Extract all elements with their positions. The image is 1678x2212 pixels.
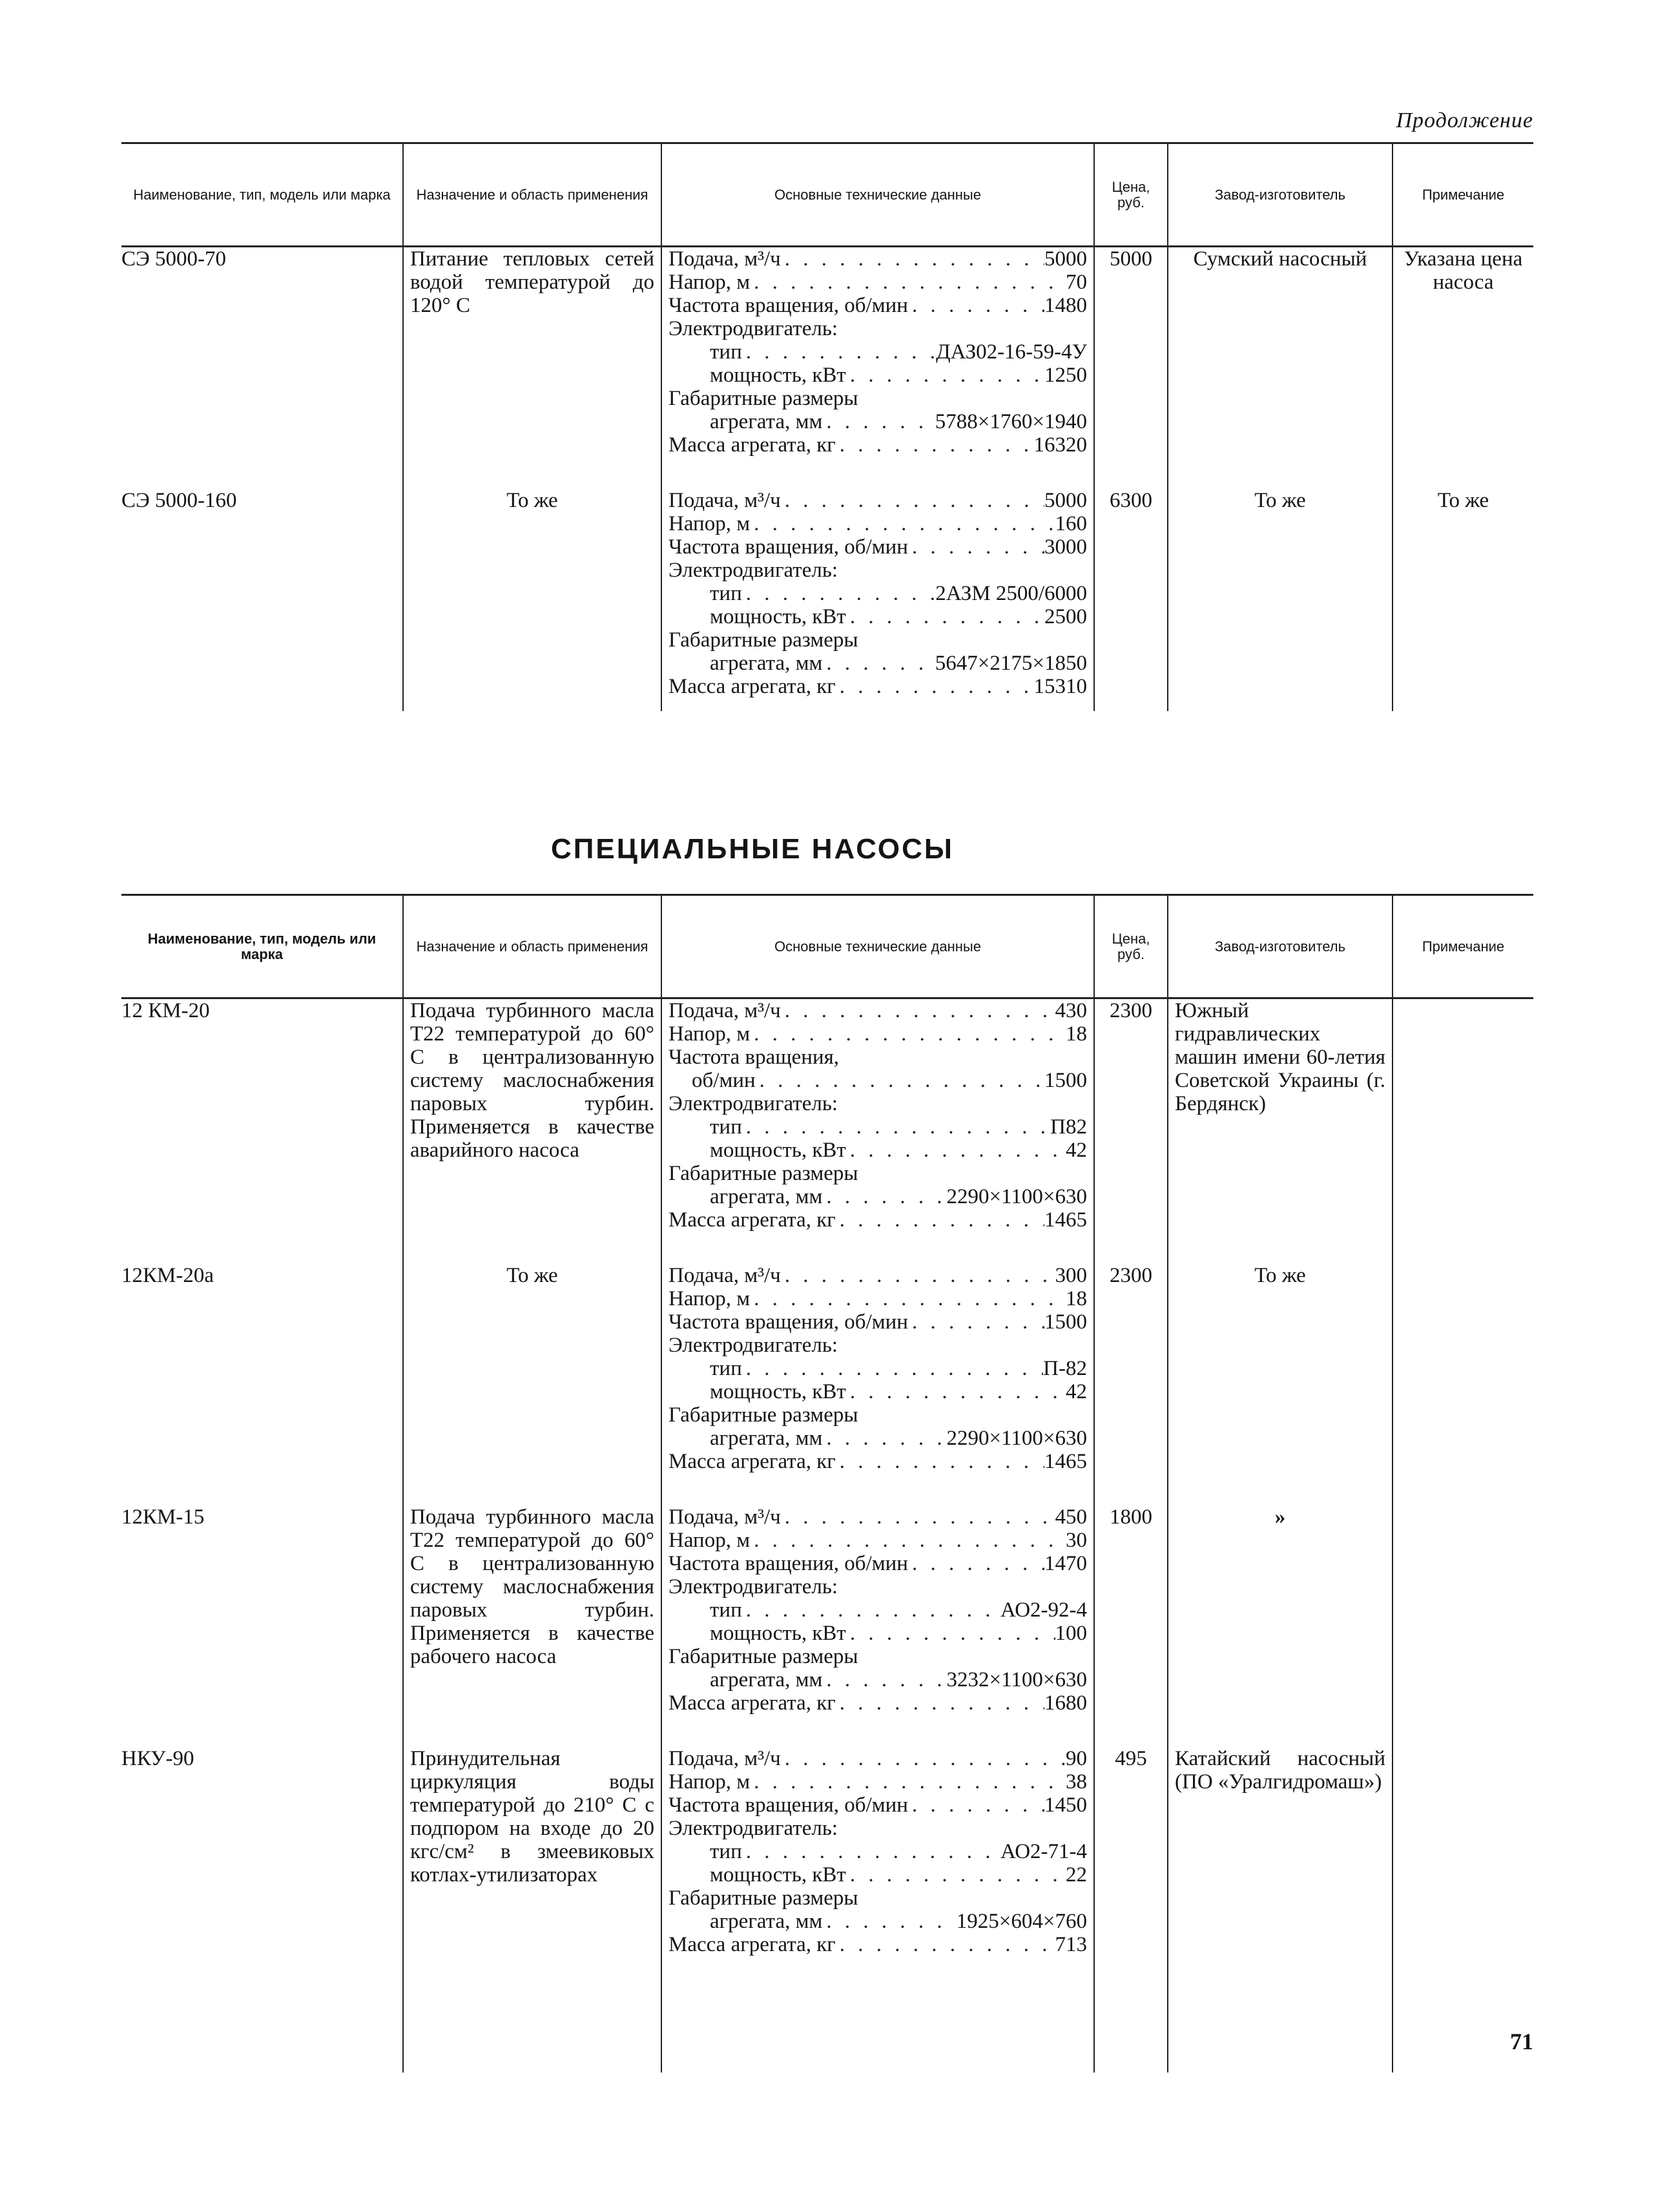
spec-label: Напор, м	[668, 512, 751, 535]
spec-value: 38	[1066, 1770, 1087, 1793]
spec-label: мощность, кВт	[710, 1139, 846, 1162]
page-number: 71	[1510, 2029, 1533, 2054]
spec-value: 713	[1055, 1933, 1087, 1956]
spec-label: Подача, м³/ч	[668, 1747, 781, 1770]
spec-label: Масса агрегата, кг	[668, 433, 836, 457]
table-row	[121, 998, 1533, 1232]
spec-group-label: Электродвигатель:	[668, 1575, 838, 1598]
spec-value: 42	[1066, 1380, 1087, 1403]
specs-cell	[661, 1505, 1094, 1715]
pump-table-continued	[121, 142, 1533, 711]
maker-cell: Южный гидравлических машин имени 60-летия Советской Украины (г. Бердянск)	[1168, 998, 1393, 1232]
spec-value: 2500	[1044, 605, 1087, 628]
spec-value: ДАЗ02-16-59-4У	[936, 340, 1087, 364]
note-cell: Указана цена насоса	[1393, 247, 1533, 457]
spec-value: 30	[1066, 1529, 1087, 1552]
table-row	[121, 247, 1533, 457]
spec-label: тип	[710, 1840, 742, 1863]
spec-label: агрегата, мм	[710, 652, 823, 675]
maker-cell: То же	[1168, 489, 1393, 698]
spec-label: Подача, м³/ч	[668, 247, 781, 271]
spec-label: мощность, кВт	[710, 605, 846, 628]
spec-value: 3232×1100×630	[946, 1668, 1087, 1691]
spec-label: Подача, м³/ч	[668, 999, 781, 1022]
spec-value: 160	[1055, 512, 1087, 535]
spec-label: Частота вращения, об/мин	[668, 535, 908, 559]
model-cell: 12 КМ-20	[121, 999, 210, 1022]
note-cell: То же	[1393, 489, 1533, 698]
col-header-maker: Завод-изготовитель	[1168, 143, 1393, 247]
spec-label: тип	[710, 340, 742, 364]
col-header-model: Наименование, тип, модель или марка	[121, 143, 403, 247]
spec-label: Масса агрегата, кг	[668, 1933, 836, 1956]
spec-value: 1470	[1044, 1552, 1087, 1575]
table-row	[121, 1505, 1533, 1715]
table-row	[121, 1747, 1533, 1956]
specs-cell	[661, 1747, 1094, 1956]
spec-label: Подача, м³/ч	[668, 1264, 781, 1287]
spec-value: 1480	[1044, 294, 1087, 317]
special-pumps-table	[121, 894, 1533, 2072]
spec-value: 1500	[1044, 1310, 1087, 1334]
spec-label: Масса агрегата, кг	[668, 1208, 836, 1232]
spec-group-label: Электродвигатель:	[668, 1817, 838, 1840]
note-cell	[1393, 1264, 1533, 1473]
col-header-specs: Основные технические данные	[661, 895, 1094, 998]
spec-value: 1925×604×760	[956, 1910, 1087, 1933]
spec-label: мощность, кВт	[710, 1622, 846, 1645]
spec-label: агрегата, мм	[710, 1668, 823, 1691]
spec-value: 2290×1100×630	[946, 1185, 1087, 1208]
spec-label: Частота вращения, об/мин	[668, 1793, 908, 1817]
specs-cell	[661, 489, 1094, 698]
purpose-cell: Питание тепловых сетей водой температурой до 120° С	[403, 247, 661, 457]
spec-value: 5788×1760×1940	[935, 410, 1087, 433]
spec-group-label: Электродвигатель:	[668, 317, 838, 340]
price-cell: 1800	[1094, 1505, 1168, 1715]
table-row	[121, 1264, 1533, 1473]
spec-value: 2290×1100×630	[946, 1427, 1087, 1450]
col-header-price: Цена, руб.	[1094, 143, 1168, 247]
spec-label: мощность, кВт	[710, 364, 846, 387]
purpose-cell: То же	[403, 489, 661, 698]
spec-label: мощность, кВт	[710, 1863, 846, 1886]
spec-label: тип	[710, 582, 742, 605]
table-row	[121, 489, 1533, 698]
model-cell: НКУ-90	[121, 1747, 194, 1770]
spec-value: 90	[1066, 1747, 1087, 1770]
col-header-note: Примечание	[1393, 143, 1533, 247]
spec-group-label: Габаритные размеры	[668, 1645, 858, 1668]
spec-group-label: Габаритные размеры	[668, 1403, 858, 1427]
spec-label: тип	[710, 1115, 742, 1139]
spec-value: 1450	[1044, 1793, 1087, 1817]
spec-value: П82	[1050, 1115, 1087, 1139]
spec-group-label: Электродвигатель:	[668, 1334, 838, 1357]
purpose-cell: Подача турбинного масла Т22 температурой до 60° С в централизованную систему маслоснабжения паровых турбин. Применяется в качестве рабочего насоса	[403, 1505, 661, 1715]
purpose-cell: То же	[403, 1264, 661, 1473]
maker-cell: То же	[1168, 1264, 1393, 1473]
col-header-purpose: Назначение и область применения	[403, 895, 661, 998]
spec-value: 16320	[1033, 433, 1087, 457]
spec-value: 1465	[1044, 1208, 1087, 1232]
model-cell: 12КМ-20а	[121, 1264, 214, 1287]
spec-value: 15310	[1033, 675, 1087, 698]
spec-group-label: Электродвигатель:	[668, 1092, 838, 1115]
price-cell: 495	[1094, 1747, 1168, 1956]
model-cell: СЭ 5000-160	[121, 489, 237, 512]
spec-value: 300	[1055, 1264, 1087, 1287]
note-cell	[1393, 1747, 1533, 1956]
col-header-note: Примечание	[1393, 895, 1533, 998]
spec-value: 2АЗМ 2500/6000	[935, 582, 1087, 605]
note-cell	[1393, 998, 1533, 1232]
spec-value: 22	[1066, 1863, 1087, 1886]
maker-cell: »	[1168, 1505, 1393, 1715]
spec-label: Напор, м	[668, 1770, 751, 1793]
spec-value: 70	[1066, 271, 1087, 294]
spec-group-label: Габаритные размеры	[668, 387, 858, 410]
spec-value: 100	[1055, 1622, 1087, 1645]
spec-label: агрегата, мм	[710, 410, 823, 433]
spec-label: Частота вращения, об/мин	[668, 1552, 908, 1575]
spec-label: агрегата, мм	[710, 1427, 823, 1450]
spec-label: Напор, м	[668, 1529, 751, 1552]
spec-group-label: Габаритные размеры	[668, 628, 858, 652]
spec-label: мощность, кВт	[710, 1380, 846, 1403]
spec-label: Подача, м³/ч	[668, 489, 781, 512]
spec-label: агрегата, мм	[710, 1910, 823, 1933]
price-cell: 5000	[1094, 247, 1168, 457]
spec-label: Напор, м	[668, 1022, 751, 1046]
spec-label: агрегата, мм	[710, 1185, 823, 1208]
specs-cell	[661, 1264, 1094, 1473]
price-cell: 2300	[1094, 1264, 1168, 1473]
maker-cell: Сумский насосный	[1168, 247, 1393, 457]
col-header-model: Наименование, тип, модель или марка	[121, 895, 403, 998]
spec-group-label: Габаритные размеры	[668, 1162, 858, 1185]
spec-value: П-82	[1043, 1357, 1087, 1380]
continuation-label: Продолжение	[1396, 109, 1533, 132]
spec-value: 430	[1055, 999, 1087, 1022]
spec-value: 18	[1066, 1287, 1087, 1310]
spec-label: тип	[710, 1598, 742, 1622]
section-title: СПЕЦИАЛЬНЫЕ НАСОСЫ	[551, 833, 954, 865]
spec-label: Напор, м	[668, 1287, 751, 1310]
model-cell: 12КМ-15	[121, 1505, 205, 1529]
col-header-maker: Завод-изготовитель	[1168, 895, 1393, 998]
spec-group-label: Частота вращения,	[668, 1046, 840, 1069]
spec-label: Частота вращения, об/мин	[668, 1310, 908, 1334]
spec-value: АО2-71-4	[1000, 1840, 1087, 1863]
note-cell	[1393, 1505, 1533, 1715]
spec-label: Напор, м	[668, 271, 751, 294]
maker-cell: Катайский насосный (ПО «Уралгидромаш»)	[1168, 1747, 1393, 1956]
specs-cell	[661, 998, 1094, 1232]
specs-cell	[661, 247, 1094, 457]
purpose-cell: Подача турбинного масла Т22 температурой до 60° С в централизованную систему маслоснабжения паровых турбин. Применяется в качестве аварийного насоса	[403, 998, 661, 1232]
spec-value: 5647×2175×1850	[935, 652, 1087, 675]
spec-label: Частота вращения, об/мин	[668, 294, 908, 317]
spec-value: 5000	[1044, 489, 1087, 512]
spec-value: 42	[1066, 1139, 1087, 1162]
spec-value: 18	[1066, 1022, 1087, 1046]
spec-group-label: Габаритные размеры	[668, 1886, 858, 1910]
price-cell: 2300	[1094, 998, 1168, 1232]
spec-value: 3000	[1044, 535, 1087, 559]
col-header-purpose: Назначение и область применения	[403, 143, 661, 247]
spec-label: Масса агрегата, кг	[668, 1691, 836, 1715]
col-header-specs: Основные технические данные	[661, 143, 1094, 247]
spec-value: 1500	[1044, 1069, 1087, 1092]
spec-label: Масса агрегата, кг	[668, 675, 836, 698]
purpose-cell: Принудительная циркуляция воды температурой до 210° С с подпором на входе до 20 кгс/см² в змеевиковых котлах-утилизаторах	[403, 1747, 661, 1956]
spec-label: тип	[710, 1357, 742, 1380]
spec-group-label: Электродвигатель:	[668, 559, 838, 582]
spec-label: Масса агрегата, кг	[668, 1450, 836, 1473]
spec-label: об/мин	[692, 1069, 756, 1092]
spec-value: 5000	[1044, 247, 1087, 271]
spec-value: 1465	[1044, 1450, 1087, 1473]
model-cell: СЭ 5000-70	[121, 247, 227, 271]
table-header-row	[121, 143, 1533, 247]
spec-value: АО2-92-4	[1000, 1598, 1087, 1622]
col-header-price: Цена, руб.	[1094, 895, 1168, 998]
price-cell: 6300	[1094, 489, 1168, 698]
spec-value: 450	[1055, 1505, 1087, 1529]
table-header-row	[121, 895, 1533, 998]
spec-label: Подача, м³/ч	[668, 1505, 781, 1529]
spec-value: 1250	[1044, 364, 1087, 387]
spec-value: 1680	[1044, 1691, 1087, 1715]
